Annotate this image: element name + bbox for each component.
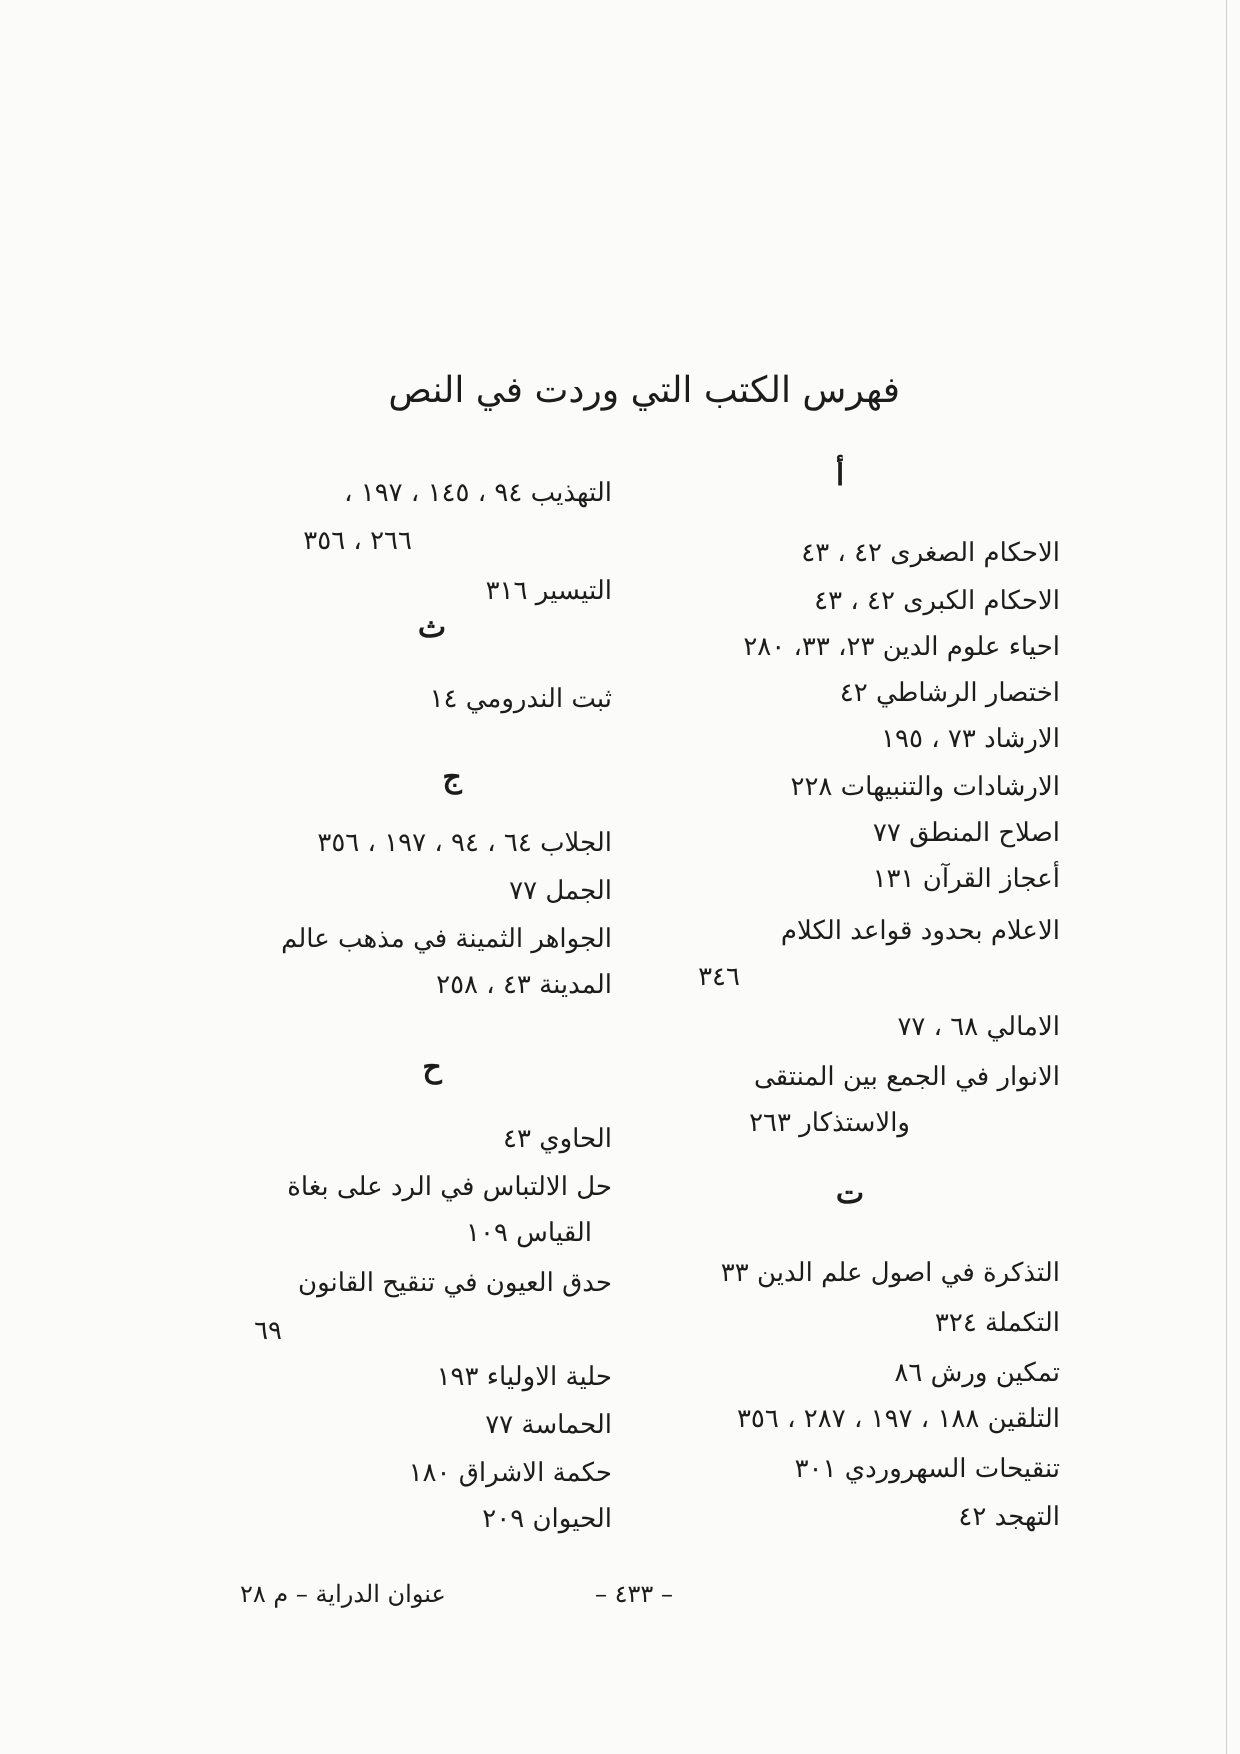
index-entry: اصلاح المنطق ٧٧ — [872, 818, 1060, 848]
index-entry-continuation: ٦٩ — [254, 1316, 282, 1346]
index-entry: حل الالتباس في الرد على بغاة — [287, 1172, 612, 1202]
index-entry: التهجد ٤٢ — [958, 1502, 1060, 1532]
index-entry: الانوار في الجمع بين المنتقى — [753, 1062, 1060, 1092]
index-entry: الارشادات والتنبيهات ٢٢٨ — [790, 772, 1060, 802]
index-entry: الحماسة ٧٧ — [485, 1410, 612, 1440]
index-entry: الحاوي ٤٣ — [503, 1124, 612, 1154]
index-entry-continuation: والاستذكار ٢٦٣ — [749, 1108, 910, 1138]
index-entry: التذكرة في اصول علم الدين ٣٣ — [720, 1258, 1060, 1288]
index-entry: التهذيب ٩٤ ، ١٤٥ ، ١٩٧ ، — [344, 478, 612, 508]
index-column-right — [600, 0, 1060, 1754]
index-entry: الاحكام الكبرى ٤٢ ، ٤٣ — [814, 586, 1060, 616]
scan-edge-line — [1226, 0, 1227, 1754]
index-entry: تمكين ورش ٨٦ — [894, 1358, 1060, 1388]
index-entry: التكملة ٣٢٤ — [934, 1308, 1060, 1338]
index-entry: الجمل ٧٧ — [509, 876, 612, 906]
section-letter-tha: ث — [417, 610, 447, 645]
index-column-left — [212, 0, 612, 1754]
index-entry-continuation: القياس ١٠٩ — [466, 1218, 592, 1248]
index-entry: الحيوان ٢٠٩ — [482, 1504, 612, 1534]
book-footer-label: عنوان الدراية – م ٢٨ — [240, 1580, 446, 1608]
index-entry: أعجاز القرآن ١٣١ — [872, 864, 1060, 894]
section-letter-ta: ت — [835, 1176, 865, 1211]
index-entry: الجواهر الثمينة في مذهب عالم — [281, 924, 612, 954]
section-letter-ha: ح — [422, 1050, 442, 1085]
section-letter-alef: أ — [835, 458, 845, 493]
index-entry: ثبت الندرومي ١٤ — [429, 684, 612, 714]
index-entry: حدق العيون في تنقيح القانون — [298, 1268, 612, 1298]
index-entry: احياء علوم الدين ٢٣، ٣٣، ٢٨٠ — [743, 632, 1060, 662]
index-entry: الاحكام الصغرى ٤٢ ، ٤٣ — [801, 538, 1060, 568]
index-entry: التيسير ٣١٦ — [485, 576, 612, 606]
index-entry-continuation: ٣٤٦ — [698, 962, 740, 992]
page-number: – ٤٣٣ – — [595, 1580, 673, 1608]
section-letter-jim: ج — [442, 760, 462, 795]
index-entry: حكمة الاشراق ١٨٠ — [408, 1458, 612, 1488]
index-entry: حلية الاولياء ١٩٣ — [436, 1362, 612, 1392]
index-entry-continuation: ٢٦٦ ، ٣٥٦ — [303, 526, 412, 556]
index-entry: تنقيحات السهروردي ٣٠١ — [794, 1454, 1060, 1484]
page-title: فهرس الكتب التي وردت في النص — [388, 370, 900, 411]
index-entry: الاعلام بحدود قواعد الكلام — [780, 916, 1060, 946]
index-entry: اختصار الرشاطي ٤٢ — [839, 678, 1060, 708]
index-entry: الجلاب ٦٤ ، ٩٤ ، ١٩٧ ، ٣٥٦ — [317, 828, 612, 858]
index-entry: التلقين ١٨٨ ، ١٩٧ ، ٢٨٧ ، ٣٥٦ — [736, 1404, 1060, 1434]
index-entry: الارشاد ٧٣ ، ١٩٥ — [881, 724, 1060, 754]
index-entry: الامالي ٦٨ ، ٧٧ — [897, 1012, 1060, 1042]
index-entry-continuation: المدينة ٤٣ ، ٢٥٨ — [436, 970, 612, 1000]
